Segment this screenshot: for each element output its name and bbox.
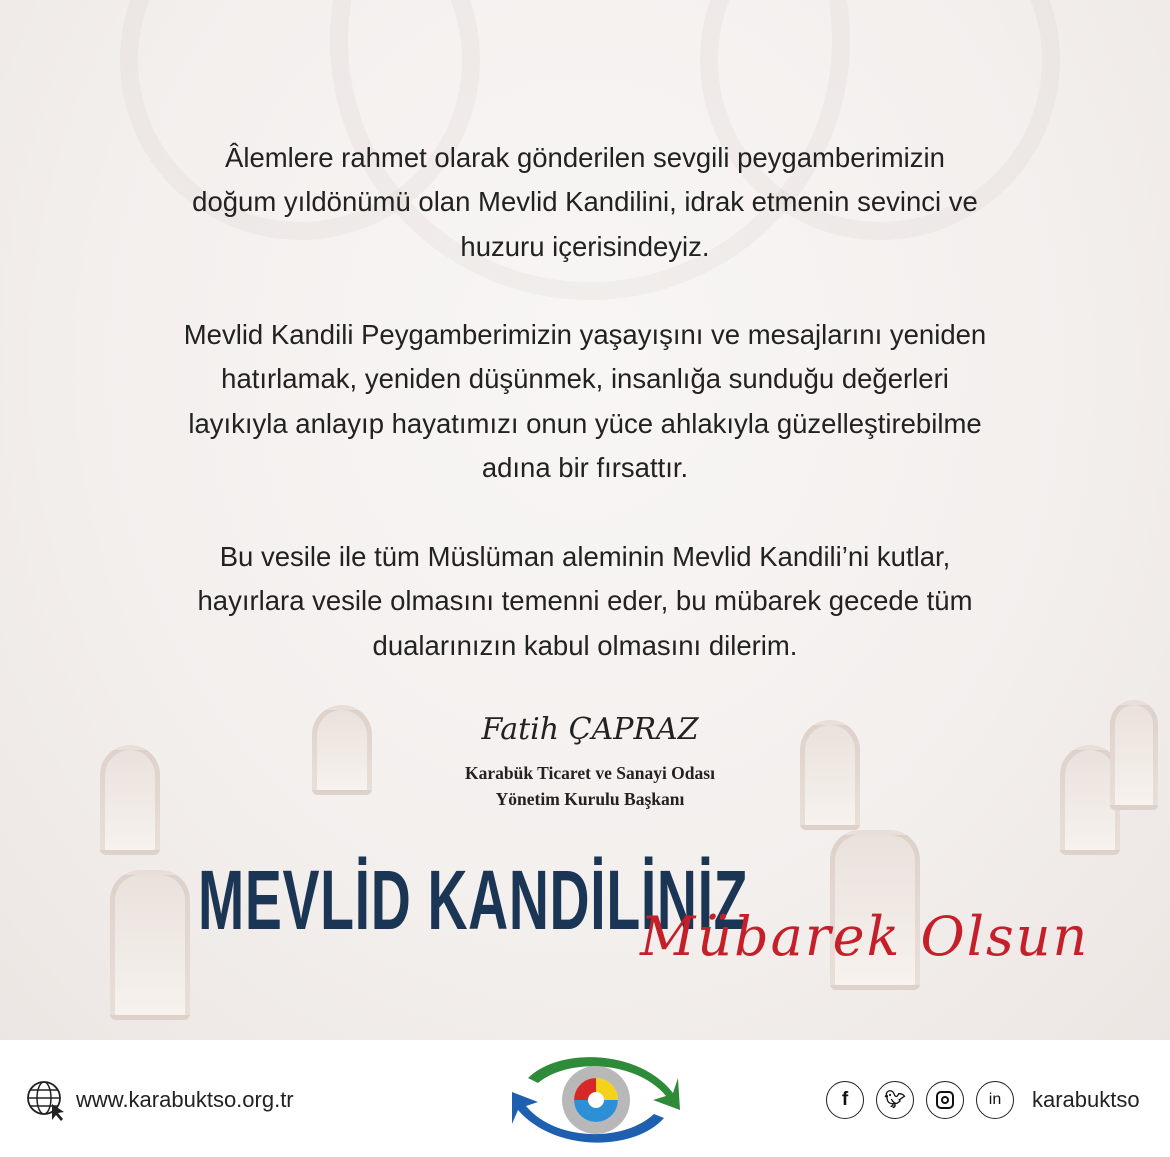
twitter-icon[interactable]: 🐦︎ [876,1081,914,1119]
headline: MEVLİD KANDİLİNİZ [198,853,749,947]
text-line: Âlemlere rahmet olarak gönderilen sevgili peygamberimizin [225,142,945,173]
text-line: dualarınızın kabul olmasını dilerim. [372,629,798,661]
social-handle: karabuktso [1032,1087,1140,1112]
instagram-icon[interactable] [926,1081,964,1119]
facebook-icon[interactable]: f [826,1081,864,1119]
text-line: Mevlid Kandili Peygamberimizin yaşayışını ve mesajlarını yeniden [183,319,987,350]
message-paragraph-2 [0,313,1170,490]
karabuk-tso-logo [508,1048,684,1154]
footer [0,1040,1170,1157]
text-line: doğum yıldönümü olan Mevlid Kandilini, idrak etmenin sevinci ve [192,186,978,218]
message-paragraph-3 [0,535,1170,668]
linkedin-icon[interactable]: in [976,1081,1014,1119]
signature-name: Fatih ÇAPRAZ [481,712,699,747]
text-line: huzuru içerisindeyiz. [460,230,710,262]
text-line: hayırlara vesile olmasını temenni eder, bu mübarek gecede tüm [197,585,973,617]
organization-name: Karabük Ticaret ve Sanayi Odası [465,763,715,783]
website-link[interactable]: www.karabuktso.org.tr [76,1087,294,1112]
text-line: layıkıyla anlayıp hayatımızı onun yüce ahlakıyla güzelleştirebilme [188,407,982,439]
text-line: hatırlamak, yeniden düşünmek, insanlığa sunduğu değerleri [221,363,949,395]
role-title: Yönetim Kurulu Başkanı [495,789,685,809]
message-paragraph-1 [0,136,1170,269]
globe-icon [26,1080,68,1122]
signature-title [0,760,1170,812]
script-greeting: Mübarek Olsun [640,905,1090,968]
text-line: adına bir fırsattır. [481,451,689,483]
lantern-image [110,870,190,1020]
text-line: Bu vesile ile tüm Müslüman aleminin Mevlid Kandili’ni kutlar, [219,541,951,572]
